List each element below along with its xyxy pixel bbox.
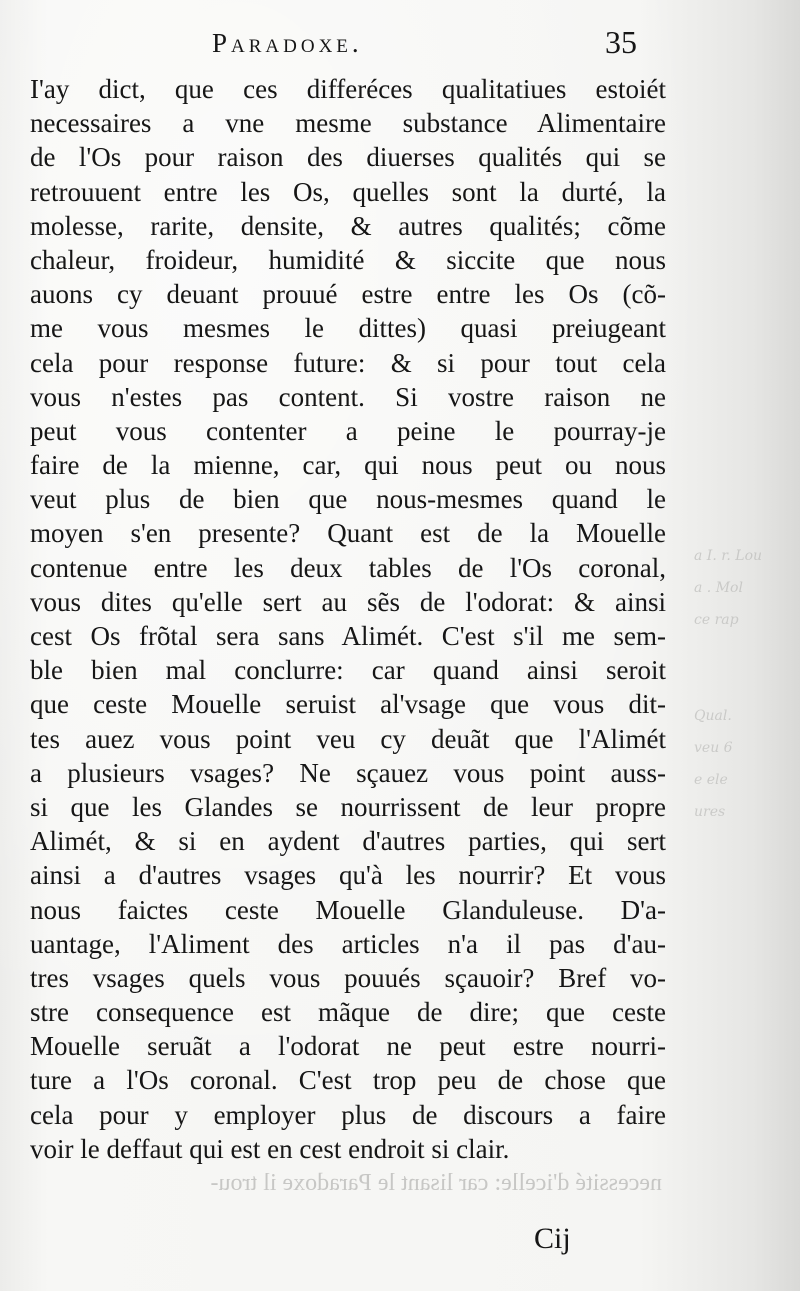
text-line: cest Os frõtal sera sans Alimét. C'est s'il me sem-	[30, 621, 666, 651]
running-title: Paradoxe.	[212, 28, 363, 58]
text-line: Mouelle seruãt a l'odorat ne peut estre nourri-	[30, 1031, 666, 1062]
text-line: Alimét, & si en aydent d'autres parties, qui sert	[30, 826, 666, 857]
text-line: contenue entre les deux tables de l'Os coronal,	[30, 552, 666, 583]
text-line: me vous mesmes le dittes) quasi preiugeant	[30, 313, 666, 344]
text-line: cela pour response future: & si pour tout cela	[30, 347, 666, 378]
text-line: voir le deffaut qui est en cest endroit si clair.	[30, 1133, 510, 1164]
text-line: I'ay dict, que ces differéces qualitatiues estoiét	[30, 74, 666, 104]
text-line: nous faictes ceste Mouelle Glanduleuse. D'a-	[30, 894, 666, 925]
page-number: 35	[605, 24, 637, 60]
text-line: necessaires a vne mesme substance Alimentaire	[30, 108, 666, 139]
text-line: moyen s'en presente? Quant est de la Mouelle	[30, 518, 666, 549]
bleed-through-line: necessité d'icelle: car lisant le Paradoxe il trou-	[210, 1170, 662, 1196]
text-line: veut plus de bien que nous-mesmes quand le	[30, 484, 666, 515]
text-line: stre consequence est mãque de dire; que ceste	[30, 997, 666, 1028]
text-line: vous dites qu'elle sert au sẽs de l'odorat: & ainsi	[30, 586, 666, 617]
text-line: vous n'estes pas content. Si vostre raison ne	[30, 381, 666, 412]
text-line: retrouuent entre les Os, quelles sont la durté, la	[30, 176, 666, 207]
text-line: ture a l'Os coronal. C'est trop peu de chose que	[30, 1065, 666, 1096]
page-header	[60, 22, 740, 72]
text-line: uantage, l'Aliment des articles n'a il pas d'au-	[30, 928, 666, 959]
text-line: faire de la mienne, car, qui nous peut ou nous	[30, 450, 666, 481]
text-line: a plusieurs vsages? Ne sçauez vous point auss-	[30, 757, 666, 788]
text-line: si que les Glandes se nourrissent de leur propre	[30, 791, 666, 822]
text-line: molesse, rarite, densite, & autres qualités; cõme	[30, 210, 666, 241]
text-line: tres vsages quels vous pouués sçauoir? Bref vo-	[30, 962, 666, 993]
text-line: tes auez vous point veu cy deuãt que l'Alimét	[30, 723, 666, 754]
body-text	[30, 72, 666, 1166]
signature-mark: Cij	[534, 1222, 571, 1255]
text-line: de l'Os pour raison des diuerses qualités qui se	[30, 142, 666, 173]
text-line: chaleur, froideur, humidité & siccite que nous	[30, 244, 666, 275]
text-line: auons cy deuant prouué estre entre les Os (cõ-	[30, 279, 666, 310]
bleed-through-margin: a I. r. Lou a . Mol ce rap Qual. veu 6 e ele ures	[694, 548, 763, 820]
text-line: ble bien mal conclurre: car quand ainsi seroit	[30, 655, 666, 686]
text-line: ainsi a d'autres vsages qu'à les nourrir? Et vous	[30, 860, 666, 891]
text-line: que ceste Mouelle seruist al'vsage que vous dit-	[30, 689, 666, 720]
text-line: peut vous contenter a peine le pourray-je	[30, 415, 666, 446]
text-line: cela pour y employer plus de discours a faire	[30, 1099, 666, 1130]
